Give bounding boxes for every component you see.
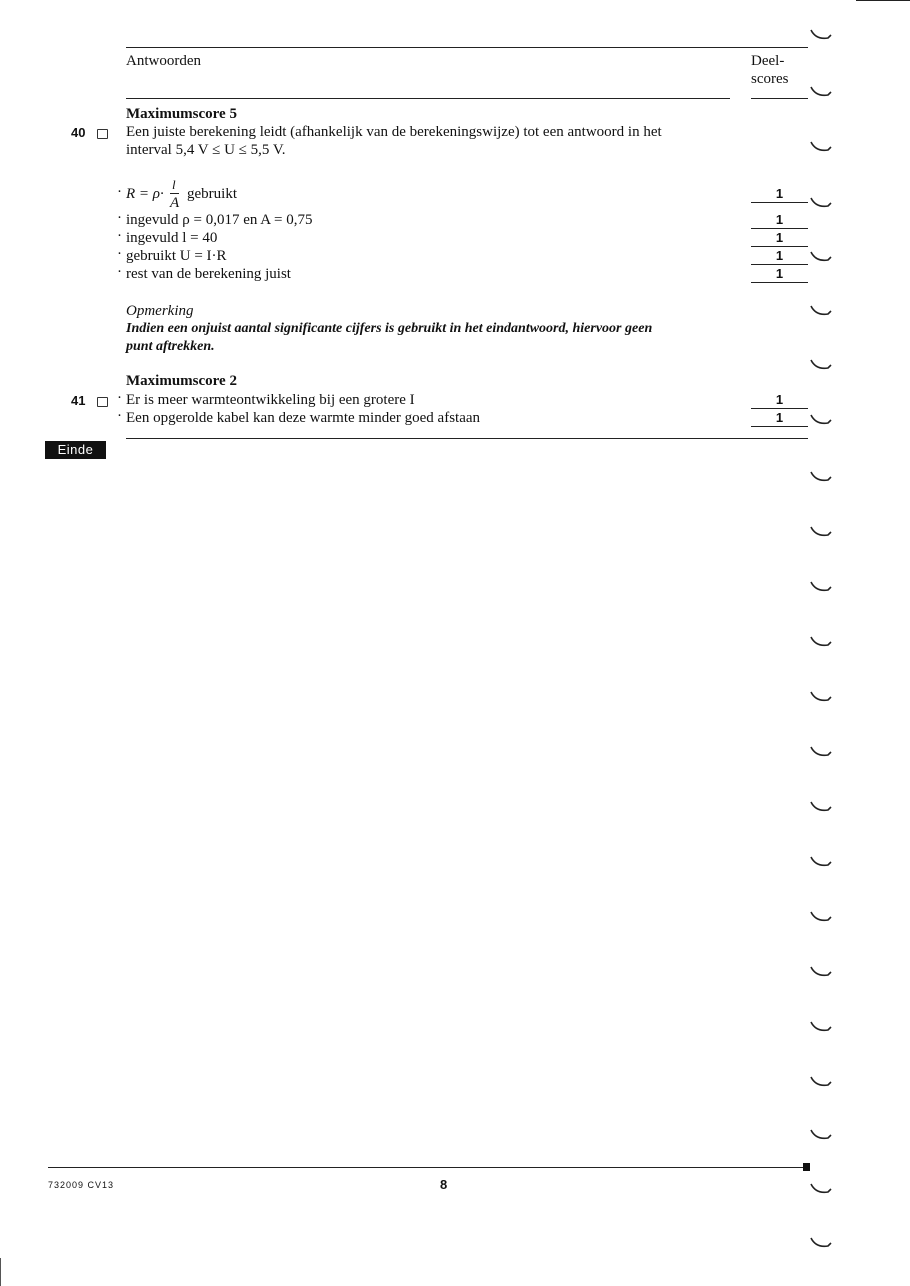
q40-item-4-text: rest van de berekening juist [126, 266, 291, 282]
q40-item-3-score: 1 [751, 249, 808, 265]
q40-intro-line2: interval 5,4 V ≤ U ≤ 5,5 V. [126, 142, 286, 158]
q40-item-3-text: gebruikt U = I·R [126, 248, 227, 264]
q40-formula-numerator: l [172, 177, 176, 192]
header-top-rule [126, 47, 808, 48]
q40-item-1-score: 1 [751, 213, 808, 229]
left-edge-mark [0, 1258, 1, 1286]
binding-hole-icon [810, 196, 832, 210]
binding-hole-icon [810, 800, 832, 814]
binding-hole-icon [810, 250, 832, 264]
binding-hole-icon [810, 140, 832, 154]
binding-hole-icon [810, 910, 832, 924]
corner-mark [856, 0, 910, 1]
q41-checkbox[interactable] [97, 397, 108, 407]
q40-formula-score: 1 [751, 187, 808, 203]
binding-hole-icon [810, 85, 832, 99]
binding-hole-icon [810, 358, 832, 372]
footer-page-number: 8 [440, 1177, 448, 1192]
q40-item-bullet: · [117, 228, 122, 244]
footer-exam-code: 732009 CV13 [48, 1180, 115, 1190]
binding-hole-icon [810, 855, 832, 869]
binding-hole-icon [810, 965, 832, 979]
footer-square-marker [803, 1163, 810, 1171]
q40-formula-bullet: · [117, 184, 122, 200]
header-partial-scores-label-2: scores [751, 71, 789, 87]
section-end-rule [126, 438, 808, 439]
q41-item-2-text: Een opgerolde kabel kan deze warmte minder goed afstaan [126, 410, 481, 426]
q41-number: 41 [71, 393, 86, 408]
end-badge: Einde [45, 441, 106, 459]
q41-item-1-text: Er is meer warmteontwikkeling bij een grotere I [126, 392, 415, 408]
footer-rule [48, 1167, 808, 1168]
q40-item-bullet: · [117, 246, 122, 262]
q40-formula-denominator: A [170, 195, 180, 211]
q40-item-2-text: ingevuld l = 40 [126, 230, 218, 246]
binding-hole-icon [810, 470, 832, 484]
q40-formula-lhs: R = ρ· [126, 186, 164, 202]
binding-hole-icon [810, 304, 832, 318]
binding-hole-icon [810, 28, 832, 42]
q41-max-score: Maximumscore 2 [126, 373, 237, 389]
q40-item-2-score: 1 [751, 231, 808, 247]
header-bottom-rule [126, 98, 730, 99]
q40-checkbox[interactable] [97, 129, 108, 139]
q41-item-2-score: 1 [751, 411, 808, 427]
q40-formula-fraction-bar [170, 193, 179, 194]
binding-hole-icon [810, 580, 832, 594]
q40-item-4-score: 1 [751, 267, 808, 283]
q41-item-bullet: · [117, 408, 122, 424]
binding-hole-icon [810, 745, 832, 759]
q40-remark-line1: Indien een onjuist aantal significante cijfers is gebruikt in het eindantwoord, hiervoor geen [126, 321, 653, 336]
q41-item-1-score: 1 [751, 393, 808, 409]
q40-item-bullet: · [117, 210, 122, 226]
header-answers-label: Antwoorden [126, 53, 201, 69]
binding-hole-icon [810, 525, 832, 539]
binding-hole-icon [810, 1128, 832, 1142]
binding-hole-icon [810, 413, 832, 427]
q40-max-score: Maximumscore 5 [126, 106, 237, 122]
q40-item-1-text: ingevuld ρ = 0,017 en A = 0,75 [126, 212, 313, 228]
header-bottom-rule-scores [751, 98, 808, 99]
binding-hole-icon [810, 690, 832, 704]
q40-remark-title: Opmerking [126, 303, 194, 319]
binding-hole-icon [810, 1182, 832, 1196]
q40-number: 40 [71, 125, 86, 140]
q40-item-bullet: · [117, 264, 122, 280]
binding-hole-icon [810, 1236, 832, 1250]
q41-item-bullet: · [117, 390, 122, 406]
binding-hole-icon [810, 635, 832, 649]
binding-hole-icon [810, 1020, 832, 1034]
q40-formula-suffix: gebruikt [187, 186, 237, 202]
q40-remark-line2: punt aftrekken. [126, 339, 215, 354]
binding-hole-icon [810, 1075, 832, 1089]
q40-intro-line1: Een juiste berekening leidt (afhankelijk van de berekeningswijze) tot een antwoord in het [126, 124, 662, 140]
header-partial-scores-label-1: Deel- [751, 53, 785, 69]
